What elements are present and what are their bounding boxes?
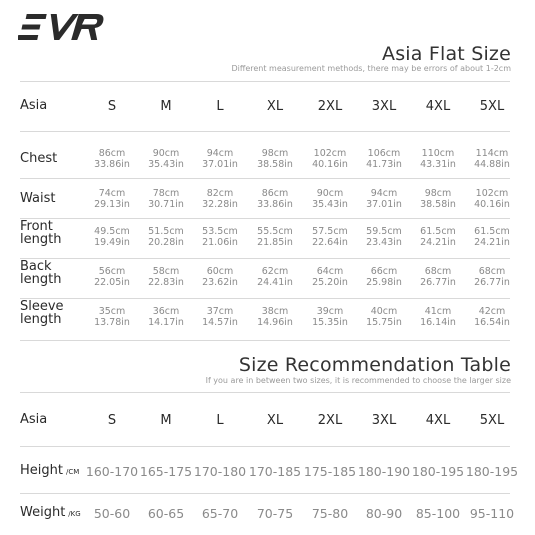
inch-value: 13.78in: [94, 317, 130, 328]
measurement-cell: [312, 266, 348, 288]
inch-value: 14.17in: [148, 317, 184, 328]
cm-value: 38cm: [261, 306, 289, 317]
flat-size-title: Asia Flat Size: [382, 43, 511, 65]
cm-value: 114cm: [475, 148, 509, 159]
inch-value: 24.41in: [257, 277, 293, 288]
inch-value: 33.86in: [94, 159, 130, 170]
inch-value: 22.83in: [148, 277, 184, 288]
size-header: S: [107, 99, 117, 114]
measurement-cell: [94, 306, 130, 328]
size-header: M: [160, 413, 172, 428]
size-header: L: [216, 99, 224, 114]
inch-value: 37.01in: [366, 199, 402, 210]
row-label: Front length: [20, 219, 62, 247]
measurement-cell: [312, 188, 348, 210]
range-cell: 85-100: [415, 506, 461, 521]
inch-value: 14.96in: [257, 317, 293, 328]
inch-value: 41.73in: [366, 159, 402, 170]
cm-value: 61.5cm: [474, 226, 510, 237]
divider: [20, 446, 510, 447]
measurement-cell: [202, 148, 238, 170]
range-cell: 50-60: [93, 506, 131, 521]
measurement-cell: [366, 266, 402, 288]
size-header: XL: [266, 413, 284, 428]
inch-value: 15.35in: [312, 317, 348, 328]
range-cell: 180-195: [411, 464, 465, 479]
inch-value: 43.31in: [420, 159, 456, 170]
size-header: 3XL: [371, 99, 397, 114]
cm-value: 57.5cm: [312, 226, 348, 237]
inch-value: 14.57in: [202, 317, 238, 328]
range-cell: 165-175: [139, 464, 193, 479]
inch-value: 30.71in: [148, 199, 184, 210]
cm-value: 102cm: [475, 188, 509, 199]
row-label: Sleeve length: [20, 299, 64, 327]
cm-value: 98cm: [261, 148, 289, 159]
range-cell: 170-185: [248, 464, 302, 479]
size-header: 5XL: [479, 413, 505, 428]
measurement-cell: [148, 266, 184, 288]
cm-value: 55.5cm: [257, 226, 293, 237]
measurement-cell: [366, 148, 402, 170]
measurement-cell: [474, 188, 510, 210]
range-cell: 65-70: [201, 506, 239, 521]
inch-value: 29.13in: [94, 199, 130, 210]
measurement-cell: [148, 306, 184, 328]
measurement-cell: [257, 188, 293, 210]
divider: [20, 218, 510, 219]
measurement-cell: [202, 226, 238, 248]
divider: [20, 131, 510, 132]
measurement-cell: [94, 266, 130, 288]
inch-value: 37.01in: [202, 159, 238, 170]
recommendation-note: If you are in between two sizes, it is recommended to choose the larger size: [205, 376, 511, 385]
divider: [20, 81, 510, 82]
inch-value: 35.43in: [312, 199, 348, 210]
inch-value: 26.77in: [420, 277, 456, 288]
divider: [20, 178, 510, 179]
inch-value: 38.58in: [420, 199, 456, 210]
row-label-text: Weight: [20, 505, 66, 520]
range-cell: 75-80: [311, 506, 349, 521]
brand-logo: [18, 8, 108, 48]
measurement-cell: [202, 266, 238, 288]
cm-value: 64cm: [316, 266, 344, 277]
measurement-cell: [366, 226, 402, 248]
size-header: 2XL: [317, 99, 343, 114]
cm-value: 102cm: [313, 148, 347, 159]
measurement-cell: [94, 226, 130, 248]
cm-value: 61.5cm: [420, 226, 456, 237]
measurement-cell: [420, 226, 456, 248]
range-cell: 175-185: [303, 464, 357, 479]
cm-value: 49.5cm: [94, 226, 130, 237]
measurement-cell: [148, 226, 184, 248]
recommendation-title: Size Recommendation Table: [238, 354, 511, 376]
size-header: L: [216, 413, 224, 428]
cm-value: 68cm: [478, 266, 506, 277]
size-header: 4XL: [425, 99, 451, 114]
range-cell: 170-180: [193, 464, 247, 479]
cm-value: 62cm: [261, 266, 289, 277]
inch-value: 15.75in: [366, 317, 402, 328]
measurement-cell: [312, 226, 348, 248]
cm-value: 82cm: [206, 188, 234, 199]
range-cell: 95-110: [469, 506, 515, 521]
cm-value: 36cm: [152, 306, 180, 317]
measurement-cell: [366, 188, 402, 210]
measurement-cell: [257, 226, 293, 248]
row-label: [20, 464, 79, 479]
row-label: Waist: [20, 191, 56, 206]
cm-value: 56cm: [98, 266, 126, 277]
measurement-cell: [420, 306, 456, 328]
cm-value: 53.5cm: [202, 226, 238, 237]
range-cell: 80-90: [365, 506, 403, 521]
row-label: [20, 506, 81, 521]
size-header: XL: [266, 99, 284, 114]
inch-value: 16.54in: [474, 317, 510, 328]
measurement-cell: [202, 306, 238, 328]
inch-value: 21.85in: [257, 237, 293, 248]
cm-value: 60cm: [206, 266, 234, 277]
cm-value: 98cm: [424, 188, 452, 199]
table-corner-label: Asia: [20, 412, 48, 427]
range-cell: 180-190: [357, 464, 411, 479]
measurement-cell: [420, 266, 456, 288]
measurement-cell: [148, 148, 184, 170]
range-cell: 70-75: [256, 506, 294, 521]
cm-value: 41cm: [424, 306, 452, 317]
inch-value: 35.43in: [148, 159, 184, 170]
inch-value: 32.28in: [202, 199, 238, 210]
size-header: 3XL: [371, 413, 397, 428]
cm-value: 35cm: [98, 306, 126, 317]
cm-value: 110cm: [421, 148, 455, 159]
measurement-cell: [312, 148, 348, 170]
measurement-cell: [474, 226, 510, 248]
divider: [20, 392, 510, 393]
measurement-cell: [420, 148, 456, 170]
measurement-cell: [366, 306, 402, 328]
size-header: 5XL: [479, 99, 505, 114]
row-label-text: Height: [20, 463, 63, 478]
inch-value: 44.88in: [474, 159, 510, 170]
cm-value: 59.5cm: [366, 226, 402, 237]
measurement-cell: [420, 188, 456, 210]
inch-value: 23.62in: [202, 277, 238, 288]
measurement-cell: [148, 188, 184, 210]
range-cell: 60-65: [147, 506, 185, 521]
cm-value: 37cm: [206, 306, 234, 317]
cm-value: 78cm: [152, 188, 180, 199]
cm-value: 68cm: [424, 266, 452, 277]
flat-size-note: Different measurement methods, there may be errors of about 1-2cm: [231, 64, 511, 73]
measurement-cell: [474, 148, 510, 170]
size-header: 4XL: [425, 413, 451, 428]
inch-value: 38.58in: [257, 159, 293, 170]
measurement-cell: [312, 306, 348, 328]
cm-value: 39cm: [316, 306, 344, 317]
divider: [20, 493, 510, 494]
inch-value: 24.21in: [474, 237, 510, 248]
inch-value: 20.28in: [148, 237, 184, 248]
measurement-cell: [257, 148, 293, 170]
measurement-cell: [257, 306, 293, 328]
inch-value: 22.64in: [312, 237, 348, 248]
cm-value: 90cm: [316, 188, 344, 199]
inch-value: 22.05in: [94, 277, 130, 288]
cm-value: 58cm: [152, 266, 180, 277]
cm-value: 66cm: [370, 266, 398, 277]
measurement-cell: [94, 148, 130, 170]
cm-value: 86cm: [261, 188, 289, 199]
cm-value: 40cm: [370, 306, 398, 317]
cm-value: 74cm: [98, 188, 126, 199]
brand-logo-text: EVR: [18, 8, 21, 9]
cm-value: 90cm: [152, 148, 180, 159]
cm-value: 94cm: [370, 188, 398, 199]
inch-value: 23.43in: [366, 237, 402, 248]
divider: [20, 340, 510, 341]
inch-value: 19.49in: [94, 237, 130, 248]
inch-value: 40.16in: [474, 199, 510, 210]
inch-value: 26.77in: [474, 277, 510, 288]
inch-value: 33.86in: [257, 199, 293, 210]
inch-value: 40.16in: [312, 159, 348, 170]
row-label: Back length: [20, 259, 62, 287]
cm-value: 51.5cm: [148, 226, 184, 237]
inch-value: 25.98in: [366, 277, 402, 288]
measurement-cell: [94, 188, 130, 210]
size-header: S: [107, 413, 117, 428]
measurement-cell: [257, 266, 293, 288]
measurement-cell: [474, 266, 510, 288]
inch-value: 16.14in: [420, 317, 456, 328]
range-cell: 160-170: [85, 464, 139, 479]
inch-value: 25.20in: [312, 277, 348, 288]
table-corner-label: Asia: [20, 98, 48, 113]
cm-value: 94cm: [206, 148, 234, 159]
row-label: Chest: [20, 151, 58, 166]
divider: [20, 298, 510, 299]
cm-value: 42cm: [478, 306, 506, 317]
cm-value: 86cm: [98, 148, 126, 159]
cm-value: 106cm: [367, 148, 401, 159]
measurement-cell: [202, 188, 238, 210]
size-header: M: [160, 99, 172, 114]
range-cell: 180-195: [465, 464, 519, 479]
measurement-cell: [474, 306, 510, 328]
row-unit: /KG: [68, 510, 81, 518]
divider: [20, 258, 510, 259]
inch-value: 24.21in: [420, 237, 456, 248]
row-unit: /CM: [65, 468, 80, 476]
inch-value: 21.06in: [202, 237, 238, 248]
size-header: 2XL: [317, 413, 343, 428]
